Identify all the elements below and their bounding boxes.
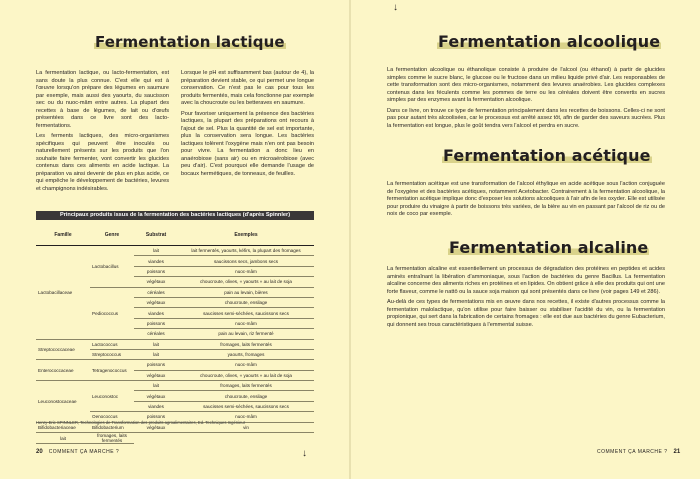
substrat-cell: lait — [134, 339, 178, 349]
exemples-cell: vin — [178, 422, 314, 432]
substrat-cell: végétaux — [134, 277, 178, 287]
acetic-title: Fermentation acétique — [443, 146, 651, 165]
exemples-cell: saucissons secs, jambons secs — [178, 256, 314, 266]
arrow-down-mark: ↓ — [302, 448, 307, 459]
running-head-left: COMMENT ÇA MARCHE ? — [48, 449, 120, 455]
genus-cell: Bifidobacterium — [90, 422, 134, 432]
substrat-cell: lait — [134, 349, 178, 359]
substrat-cell: végétaux — [134, 391, 178, 401]
col-header-exemples: Exemples — [178, 224, 314, 246]
alkaline-title: Fermentation alcaline — [449, 238, 649, 257]
substrat-cell: poissons — [134, 266, 178, 276]
paragraph: La fermentation alcaline est essentiellement un processus de dégradation des protéines en peptides et acides aminés entraînant la libération d'ammoniaque, sous l'action de bactéries du genre Bacillus. La fermentation alcaline concerne des aliments riches en protéines et en lipides. On obtient grâce à elle des produits qui ont une forte flaveur, comme le nattō ou la sauce soja maison qui sont présentés dans ce livre (voir pages 149 et 286). — [387, 266, 665, 295]
exemples-cell: nuoc-mâm — [178, 360, 314, 370]
page-number-right: 21 — [673, 449, 681, 455]
substrat-cell: viandes — [134, 308, 178, 318]
genus-cell: Lactococcus — [90, 339, 134, 349]
paragraph: Pour favoriser uniquement la présence des bactéries lactiques, la plupart des préparations ont recours à l'ajout de sel. Plus la quantité de sel est importante, plus la conservation sera longue. Les bactéries lactiques tolèrent l'oxygène mais n'en ont pas besoin pour vivre. La fermentation a donc lieu en anaérobiose (sans air) ou en microaérobiose (avec peu d'air). C'est pourquoi elle demande l'usage de bocaux hermétiques, de tonneaux, de feuilles. — [181, 110, 314, 177]
exemples-cell: fromages, laits fermentés — [178, 381, 314, 391]
substrat-cell: viandes — [134, 401, 178, 411]
lactic-bacteria-table — [36, 224, 314, 444]
running-head-right: COMMENT ÇA MARCHE ? — [597, 449, 668, 455]
paragraph: Lorsque le pH est suffisamment bas (autour de 4), la préparation devient stable, ce qui permet une longue conservation. Ce n'est pas le cas pour tous les produits fermentés, mais cela fonctionne par exemple avec la choucroute ou les betteraves en saumure. — [181, 70, 314, 106]
substrat-cell: céréales — [134, 287, 178, 297]
exemples-cell: yaourts, fromages — [178, 349, 314, 359]
exemples-cell: choucroute, ensilage — [178, 391, 314, 401]
exemples-cell: saucisses semi-séchées, saucissons secs — [178, 308, 314, 318]
family-cell: Streptococcaceae — [36, 339, 90, 360]
substrat-cell: poissons — [134, 318, 178, 328]
paragraph: Les ferments lactiques, des micro-organismes spécifiques qui peuvent être inoculés ou naturellement présents sur les produits que l'on souhaite faire fermenter, vont convertir les glucides contenus dans ces aliments en acide lactique. La préparation va ainsi devenir de plus en plus acide, ce qui empêche le développement de bactéries, levures et champignons indésirables. — [36, 133, 169, 192]
table-row — [36, 381, 314, 391]
table-title: Principaux produits issus de la fermentation des bactéries lactiques (d'après Spinnler) — [36, 211, 314, 220]
exemples-cell: pain au levain, bières — [178, 287, 314, 297]
substrat-cell: poissons — [134, 412, 178, 422]
exemples-cell: lait fermentés, yaourts, kéfirs, la plupart des fromages — [178, 246, 314, 256]
lactic-title: Fermentation lactique — [95, 33, 285, 51]
exemples-cell: pain au levain, riz fermenté — [178, 329, 314, 339]
lactic-col1 — [36, 70, 169, 196]
paragraph: La fermentation alcoolique ou éthanolique consiste à produire de l'alcool (ou éthanol) à partir de glucides simples comme le sucre blanc, le glucose ou le fructose dans un milieu liquide privé d'air. Les responsables de cette transformation sont des micro-organismes, notamment des levures anaérobies. Les glucides complexes contenus dans les féculents comme les pommes de terre ou les céréales doivent être convertis en sucres simples par des enzymes avant la fermentation alcoolique. — [387, 67, 665, 103]
substrat-cell: végétaux — [134, 370, 178, 380]
paragraph: Au-delà de ces types de fermentations mis en œuvre dans nos recettes, il existe d'autres processus comme la fermentation malolactique, qu'on utilise pour faire baisser ou stabiliser l'acidité du vin, ou la fermentation propionique, qui sert dans la fabrication de certains fromages : elle est due aux bactéries du genre Eubacterium, qui donnent ses trous caractéristiques à l'emmental suisse. — [387, 299, 665, 328]
substrat-cell: lait — [134, 381, 178, 391]
page-number-left: 20 — [36, 449, 43, 455]
family-cell: Leuconostocaceae — [36, 381, 90, 423]
exemples-cell: fromages, laits fermentés — [178, 339, 314, 349]
alcoholic-text — [387, 67, 665, 133]
folio-left — [36, 449, 119, 455]
substrat-cell: lait — [36, 433, 90, 444]
exemples-cell: choucroute, olives, « yaourts » au lait de soja — [178, 277, 314, 287]
genus-cell: Leuconostoc — [90, 381, 134, 412]
table-citation: Henry-Eric SPINNLER, Technologies de Transformation des produits agroalimentaires, Ed. Techniques Ingénieur — [36, 420, 246, 425]
acetic-text — [387, 181, 665, 222]
genus-cell: Streptococcus — [90, 349, 134, 359]
table-row — [36, 433, 314, 444]
folio-right — [597, 449, 680, 455]
family-cell: Bifidobacteriaceae — [36, 422, 90, 432]
table-row — [36, 339, 314, 349]
exemples-cell: nuoc-mâm — [178, 318, 314, 328]
table-header-row — [36, 224, 314, 246]
lactic-col2 — [181, 70, 314, 181]
genus-cell: Oenococcus — [90, 412, 134, 422]
substrat-cell: végétaux — [134, 297, 178, 307]
table-row — [36, 360, 314, 370]
family-cell: Lactobacillaceae — [36, 246, 90, 340]
exemples-cell: choucroute, olives, « yaourts » au lait de soja — [178, 370, 314, 380]
paragraph: Dans ce livre, on trouve ce type de fermentation principalement dans les recettes de boissons. Celles-ci ne sont pas pour autant très alcoolisées, car le processus est arrêté assez tôt, afin de garder des saveurs sucrées. Plus la fermentation est longue, plus le goût tendra vers l'alcool et perdra en sucre. — [387, 107, 665, 129]
exemples-cell: choucroute, ensilage — [178, 297, 314, 307]
paragraph: La fermentation acétique est une transformation de l'alcool éthylique en acide acétique sous l'action conjuguée de l'oxygène et des bactéries acétiques, notamment Acetobacter. Contrairement à la fermentation alcoolique, la fermentation acétique implique donc d'exposer les solutions alcooliques à l'air afin de les oxyder. Elle est utilisée pour produire du vinaigre à partir de boissons très variées, de la bière au vin en passant par l'alcool de riz ou de noix de coco par exemple. — [387, 181, 665, 217]
exemples-cell: saucisses semi-séchées, saucissons secs — [178, 401, 314, 411]
table-row — [36, 246, 314, 256]
exemples-cell: fromages, laits fermentés — [90, 433, 134, 444]
alcoholic-title: Fermentation alcoolique — [438, 32, 661, 51]
exemples-cell: nuoc-mâm — [178, 266, 314, 276]
paragraph: La fermentation lactique, ou lacto-fermentation, est sans doute la plus connue. C'est elle qui est à l'œuvre lorsqu'on prépare des légumes en saumure par exemple, mais aussi des yaourts, du saucisson sec ou du nuoc-mâm entre autres. La plupart des recettes à base de légumes, de lait ou d'œufs présentées dans ce livre sont des lacto-fermentations. — [36, 70, 169, 129]
genus-cell: Tetragenococcus — [90, 360, 134, 381]
family-cell: Enterococcaceae — [36, 360, 90, 381]
alkaline-text — [387, 266, 665, 332]
substrat-cell: viandes — [134, 256, 178, 266]
genus-cell: Lactobacillus — [90, 246, 134, 288]
substrat-cell: lait — [134, 246, 178, 256]
genus-cell: Pediococcus — [90, 287, 134, 339]
col-header-famille: Famille — [36, 224, 90, 246]
col-header-substrat: Substrat — [134, 224, 178, 246]
arrow-down-mark: ↓ — [393, 2, 398, 13]
exemples-cell: nuoc-mâm — [178, 412, 314, 422]
substrat-cell: poissons — [134, 360, 178, 370]
col-header-genre: Genre — [90, 224, 134, 246]
substrat-cell: végétaux — [134, 422, 178, 432]
substrat-cell: céréales — [134, 329, 178, 339]
